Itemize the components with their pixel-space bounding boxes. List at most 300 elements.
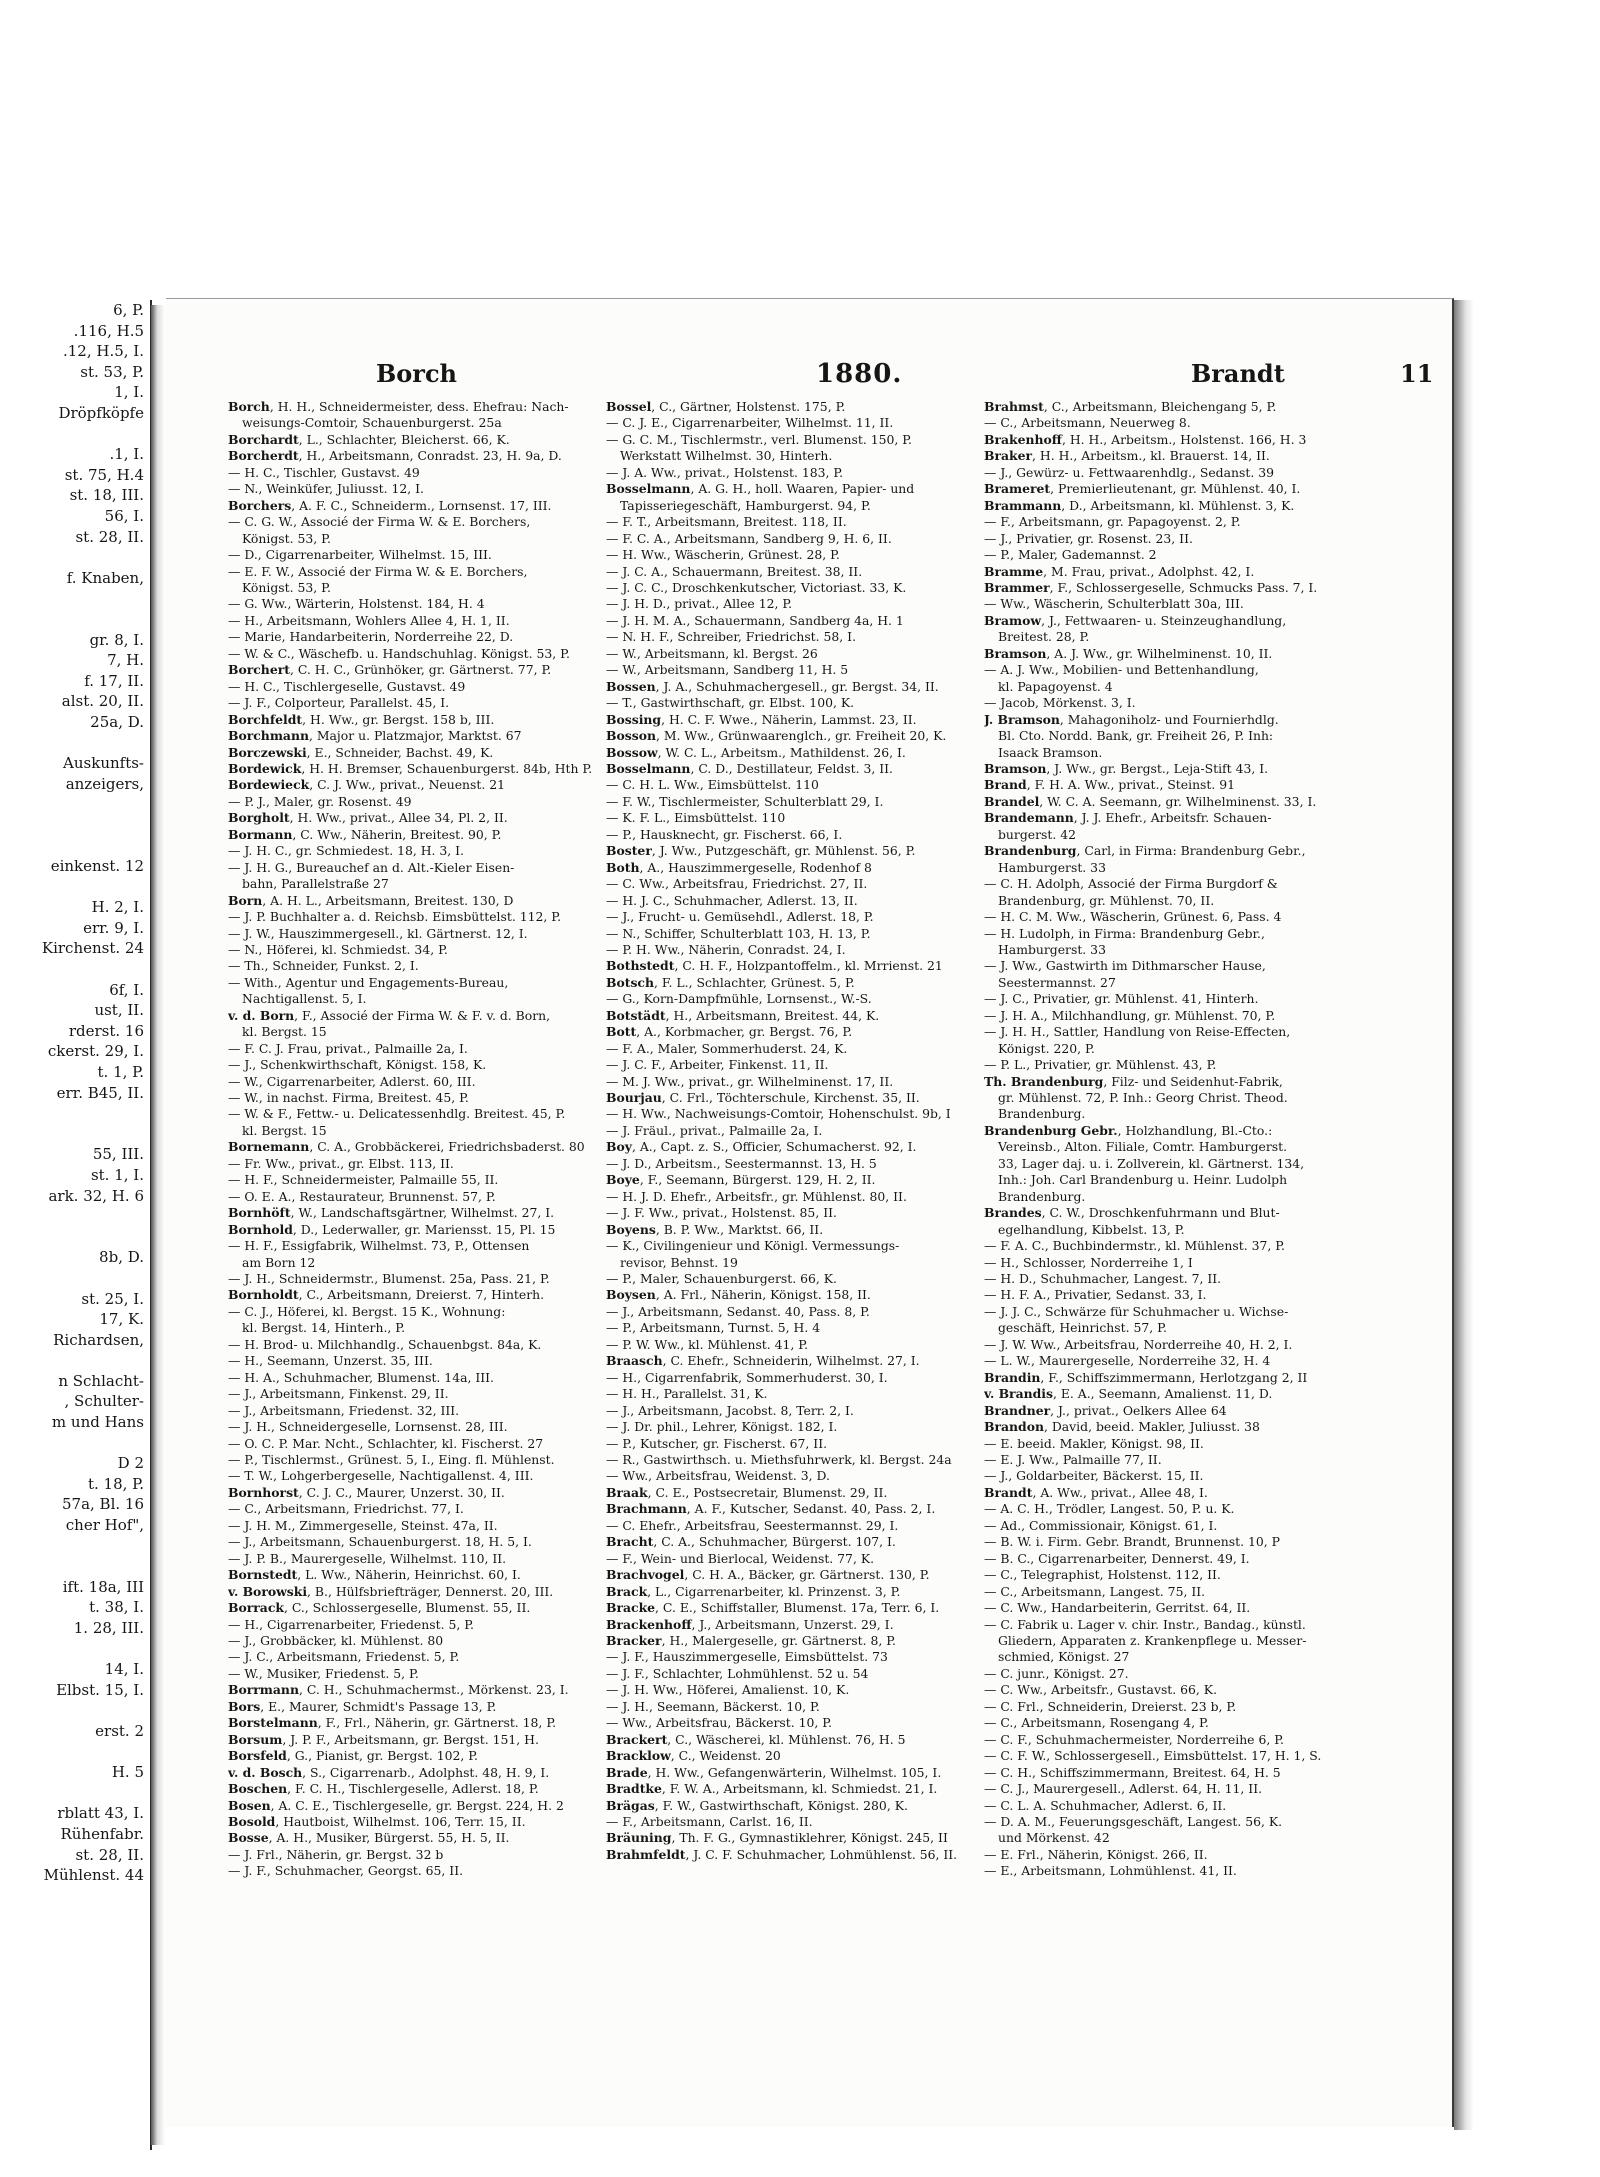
entry-details: , C., Arbeitsmann, Bleichengang 5, P. [1043, 399, 1277, 414]
directory-entry [984, 695, 1380, 711]
entry-surname [984, 1732, 1000, 1747]
entry-continuation: Tapisseriegeschäft, Hamburgerst. 94, P. [620, 497, 871, 513]
directory-entry [228, 1551, 622, 1567]
directory-entry [228, 448, 622, 464]
entry-details: J. Ww., Gastwirth im Dithmarscher Hause, [1000, 958, 1266, 974]
left-page-fragment: erst. 2 [95, 1721, 144, 1740]
entry-details: B. C., Cigarrenarbeiter, Dennerst. 49, I. [1000, 1550, 1250, 1566]
entry-surname [606, 629, 622, 644]
left-page-fragment: f. Knaben, [66, 568, 144, 587]
directory-entry [606, 1501, 1000, 1517]
directory-entry [606, 1386, 1000, 1402]
entry-details: , W., Landschaftsgärtner, Wilhelmst. 27, I. [290, 1205, 555, 1221]
entry-details: , C. D., Destillateur, Feldst. 3, II. [690, 760, 893, 776]
entry-surname [606, 1304, 622, 1319]
directory-entry [606, 1699, 1000, 1715]
directory-entry [984, 777, 1380, 793]
left-page-fragment: rderst. 16 [68, 1021, 144, 1040]
left-page-fragment: ift. 18a, III [62, 1577, 144, 1596]
entry-surname [228, 1436, 244, 1451]
directory-entry [228, 712, 622, 728]
left-page-fragment [0, 609, 150, 630]
entry-details: J., Arbeitsmann, Friedenst. 32, III. [244, 1402, 460, 1418]
entry-details: , J. Ww., Putzgeschäft, gr. Mühlenst. 56, P. [651, 843, 916, 859]
entry-details: , C. H. F., Holzpantoffelm., kl. Mrrienst. 21 [674, 958, 943, 974]
directory-entry [606, 1682, 1000, 1698]
directory-entry [606, 613, 1000, 629]
entry-details: H., Arbeitsmann, Wohlers Allee 4, H. 1, II. [244, 612, 510, 628]
entry-surname: Bourjau [606, 1090, 662, 1106]
entry-surname: Brackert [606, 1731, 668, 1747]
entry-surname: J. Bramson [984, 711, 1060, 727]
directory-entry [984, 1452, 1380, 1468]
entry-details: W., Arbeitsmann, kl. Bergst. 26 [622, 645, 818, 661]
directory-entry [228, 695, 622, 711]
entry-surname: Bosselmann [606, 481, 691, 497]
directory-entry [984, 909, 1380, 925]
entry-surname: Bracke [606, 1600, 656, 1616]
entry-details: J., Privatier, gr. Rosenst. 23, II. [1000, 530, 1193, 546]
entry-details: J. H., Schneidergeselle, Lornsenst. 28, III. [244, 1419, 508, 1435]
entry-surname: Brand [984, 777, 1027, 793]
entry-details: C. F., Schuhmachermeister, Norderreihe 6, P. [1000, 1731, 1284, 1747]
entry-surname: Boschen [228, 1781, 288, 1797]
entry-details: D. A. M., Feuerungsgeschäft, Langest. 56, K. [1000, 1813, 1283, 1829]
entry-surname: Bossen [606, 678, 656, 694]
directory-entry [606, 547, 1000, 563]
entry-details: , A. J. Ww., gr. Wilhelminenst. 10, II. [1046, 645, 1273, 661]
entry-details: , J., Arbeitsmann, Unzerst. 29, I. [691, 1616, 894, 1632]
entry-details: , David, beeid. Makler, Juliusst. 38 [1043, 1419, 1260, 1435]
directory-entry [228, 1287, 622, 1303]
entry-surname: Bornhorst [228, 1484, 299, 1500]
entry-surname [984, 514, 1000, 529]
entry-surname [984, 1287, 1000, 1302]
directory-entry [228, 629, 622, 645]
entry-details: E. F. W., Associé der Firma W. & E. Borchers, [244, 563, 528, 579]
directory-entry [984, 1798, 1380, 1814]
left-page-fragment [0, 1700, 150, 1721]
entry-surname [606, 1403, 622, 1418]
entry-continuation: Brandenburg. [998, 1106, 1086, 1122]
entry-details: , A. F., Kutscher, Sedanst. 40, Pass. 2, I. [686, 1501, 936, 1517]
entry-surname [606, 1123, 622, 1138]
entry-surname [606, 531, 622, 546]
entry-continuation: geschäft, Heinrichst. 57, P. [998, 1320, 1167, 1336]
entry-details: H., Cigarrenarbeiter, Friedenst. 5, P. [244, 1616, 474, 1632]
entry-details: , M. Ww., Grünwaarenglch., gr. Freiheit 20, K. [655, 728, 947, 744]
entry-surname [984, 596, 1000, 611]
directory-entry [228, 1304, 622, 1320]
entry-surname: Born [228, 892, 263, 908]
entry-surname: Brandemann [984, 810, 1074, 826]
left-page-fragment [0, 1206, 150, 1227]
directory-entry [984, 1123, 1380, 1139]
entry-surname [984, 1436, 1000, 1451]
entry-details: J. C. C., Droschkenkutscher, Victoriast. 33, K. [622, 579, 907, 595]
entry-surname [606, 1551, 622, 1566]
entry-details: J. F. Ww., privat., Holstenst. 85, II. [622, 1205, 837, 1221]
entry-surname [606, 1074, 622, 1089]
entry-details: , J. Ww., gr. Bergst., Leja-Stift 43, I. [1046, 760, 1269, 776]
left-page-fragment [0, 732, 150, 753]
entry-details: , A. Frl., Näherin, Königst. 158, II. [655, 1287, 871, 1303]
entry-details: J. H. G., Bureauchef an d. Alt.-Kieler Eisen- [244, 859, 515, 875]
entry-details: , S., Cigarrenarb., Adolphst. 48, H. 9, I. [302, 1764, 550, 1780]
entry-details: Fr. Ww., privat., gr. Elbst. 113, II. [244, 1155, 454, 1171]
page-header [226, 359, 1488, 389]
entry-details: F., Arbeitsmann, Carlst. 16, II. [622, 1813, 813, 1829]
left-page-fragment: st. 53, P. [80, 362, 144, 381]
entry-surname [984, 1551, 1000, 1566]
entry-surname [984, 1304, 1000, 1319]
entry-surname: Bornholdt [228, 1287, 299, 1303]
entry-surname [984, 1353, 1000, 1368]
entry-details: G., Korn-Dampfmühle, Lornsenst., W.-S. [622, 991, 872, 1007]
entry-surname [606, 1468, 622, 1483]
directory-entry [606, 629, 1000, 645]
entry-details: H. A., Schuhmacher, Blumenst. 14a, III. [244, 1369, 494, 1385]
entry-details: , A. H. L., Arbeitsmann, Breitest. 130, D [262, 892, 514, 908]
entry-surname: Bornstedt [228, 1567, 298, 1583]
entry-surname: Borsfeld [228, 1748, 287, 1764]
directory-entry [606, 1106, 1000, 1122]
directory-entry [984, 843, 1380, 859]
entry-details: O. C. P. Mar. Ncht., Schlachter, kl. Fischerst. 27 [244, 1435, 544, 1451]
left-page-fragment [0, 1124, 150, 1145]
page-edge-shadow [1454, 300, 1474, 2130]
entry-details: , A. Ww., privat., Allee 48, I. [1032, 1484, 1208, 1500]
directory-entry [606, 942, 1000, 958]
entry-details: , Carl, in Firma: Brandenburg Gebr., [1076, 843, 1306, 859]
entry-details: P. J., Maler, gr. Rosenst. 49 [244, 793, 412, 809]
entry-surname [984, 1814, 1000, 1829]
entry-details: , W. C. L., Arbeitsm., Mathildenst. 26, I. [657, 744, 906, 760]
entry-surname [984, 1337, 1000, 1352]
entry-continuation: Brandenburg. [998, 1188, 1086, 1204]
entry-surname [606, 1814, 622, 1829]
directory-entry [228, 761, 622, 777]
entry-surname [228, 1238, 244, 1253]
entry-surname [606, 1370, 622, 1385]
left-page-fragment: t. 38, I. [89, 1598, 144, 1617]
left-page-fragment: 17, K. [99, 1310, 144, 1329]
entry-details: With., Agentur und Engagements-Bureau, [244, 974, 509, 990]
left-page-fragment: st. 25, I. [81, 1289, 144, 1308]
directory-entry [606, 794, 1000, 810]
entry-details: J. Fräul., privat., Palmaille 2a, I. [622, 1122, 823, 1138]
directory-entry [984, 1617, 1380, 1633]
left-page-fragment: Auskunfts- [63, 754, 144, 773]
directory-entry [606, 695, 1000, 711]
entry-surname [984, 876, 1000, 891]
entry-details: H. H., Parallelst. 31, K. [622, 1386, 768, 1402]
entry-details: E. J. Ww., Palmaille 77, II. [1000, 1452, 1162, 1467]
directory-entry [606, 1238, 1000, 1254]
entry-surname [606, 646, 622, 661]
entry-surname [228, 794, 244, 809]
entry-continuation: Bl. Cto. Nordd. Bank, gr. Freiheit 26, P. Inh: [998, 728, 1274, 744]
directory-entry [606, 1633, 1000, 1649]
entry-surname [228, 1847, 244, 1862]
entry-surname [606, 926, 622, 941]
entry-surname: Th. Brandenburg [984, 1073, 1104, 1089]
left-page-fragment [0, 1433, 150, 1454]
entry-surname [228, 1106, 244, 1121]
directory-entry [606, 1337, 1000, 1353]
directory-entry [228, 1106, 622, 1122]
entry-surname [606, 909, 622, 924]
entry-details: W. & C., Wäschefb. u. Handschuhlag. Königst. 53, P. [244, 645, 570, 661]
entry-surname [606, 1649, 622, 1664]
directory-entry [984, 1287, 1380, 1303]
entry-continuation: Inh.: Joh. Carl Brandenburg u. Heinr. Ludolph [998, 1172, 1288, 1188]
entry-details: J. P. Buchhalter a. d. Reichsb. Eimsbüttelst. 112, P. [244, 909, 562, 925]
directory-entry [228, 1452, 622, 1468]
entry-details: J., Frucht- u. Gemüsehdl., Adlerst. 18, P. [622, 909, 874, 925]
entry-details: , M. Frau, privat., Adolphst. 42, I. [1043, 563, 1255, 579]
entry-surname: Bosson [606, 728, 656, 744]
directory-entry [984, 1567, 1380, 1583]
entry-details: J. Frl., Näherin, gr. Bergst. 32 b [244, 1846, 444, 1862]
entry-surname [984, 1567, 1000, 1582]
directory-entry [228, 1436, 622, 1452]
entry-details: , A. C. E., Tischlergeselle, gr. Bergst. 224, H. 2 [270, 1797, 564, 1813]
directory-entry [606, 1090, 1000, 1106]
entry-surname [228, 1649, 244, 1664]
entry-details: C. G. W., Associé der Firma W. & E. Borchers, [244, 514, 531, 530]
directory-entry [984, 1518, 1380, 1534]
directory-entry [984, 1436, 1380, 1452]
entry-details: H. C., Tischler, Gustavst. 49 [244, 464, 420, 480]
column-1 [228, 399, 622, 2119]
entry-surname: Bordewieck [228, 777, 310, 793]
entry-surname [984, 1666, 1000, 1681]
entry-details: , H. Ww., gr. Bergst. 158 b, III. [302, 711, 495, 727]
entry-surname: Braasch [606, 1353, 663, 1369]
entry-details: C. H., Schiffszimmermann, Breitest. 64, H. 5 [1000, 1764, 1281, 1780]
directory-entry [606, 975, 1000, 991]
entry-details: E. beeid. Makler, Königst. 98, II. [1000, 1435, 1204, 1451]
entry-details: F. A. C., Buchbindermstr., kl. Mühlenst. 37, P. [1000, 1238, 1285, 1254]
directory-entry [228, 679, 622, 695]
entry-details: , B., Hülfsbriefträger, Dennerst. 20, III. [307, 1583, 554, 1599]
entry-details: P., Arbeitsmann, Turnst. 5, H. 4 [622, 1320, 821, 1336]
entry-details: T., Gastwirthschaft, gr. Elbst. 100, K. [622, 695, 855, 711]
entry-surname [984, 1781, 1000, 1796]
entry-details: F. C. J. Frau, privat., Palmaille 2a, I. [244, 1040, 468, 1056]
entry-details: , C. J. Ww., privat., Neuenst. 21 [309, 777, 506, 793]
entry-continuation: Hamburgerst. 33 [998, 859, 1106, 875]
entry-surname: Borchers [228, 497, 292, 513]
entry-surname [228, 1370, 244, 1385]
entry-surname [228, 629, 244, 644]
entry-details: J. H., Schneidermstr., Blumenst. 25a, Pass. 21, P. [244, 1271, 550, 1287]
entry-surname [984, 1468, 1000, 1483]
entry-details: N., Schiffer, Schulterblatt 103, H. 13, P. [622, 925, 871, 941]
entry-details: F. C. A., Arbeitsmann, Sandberg 9, H. 6, II. [622, 530, 892, 546]
entry-surname: Brachvogel [606, 1567, 685, 1583]
directory-entry [228, 1172, 622, 1188]
directory-entry [984, 1386, 1380, 1402]
entry-surname [984, 1024, 1000, 1039]
entry-details: , A., Capt. z. S., Officier, Schumacherst. 92, I. [631, 1139, 917, 1155]
directory-entry [606, 1008, 1000, 1024]
entry-surname: Bornemann [228, 1139, 310, 1155]
directory-entry [228, 745, 622, 761]
directory-entry [228, 498, 622, 514]
entry-surname: Brakenhoff [984, 431, 1062, 447]
entry-surname [606, 942, 622, 957]
entry-surname [228, 1156, 244, 1171]
entry-details: J. A. Ww., privat., Holstenst. 183, P. [622, 464, 844, 480]
entry-surname [606, 893, 622, 908]
directory-entry [228, 1074, 622, 1090]
directory-entry [606, 1830, 1000, 1846]
entry-details: J. C. A., Schauermann, Breitest. 38, II. [622, 563, 863, 579]
directory-entry [606, 827, 1000, 843]
entry-surname: Bramow [984, 612, 1042, 628]
directory-entry [984, 531, 1380, 547]
directory-entry [228, 1567, 622, 1583]
entry-details: C., Telegraphist, Holstenst. 112, II. [1000, 1567, 1221, 1583]
entry-surname [606, 876, 622, 891]
directory-entry [228, 1205, 622, 1221]
left-page-fragment: H. 2, I. [91, 898, 144, 917]
directory-entry [984, 958, 1380, 974]
entry-details: N. H. F., Schreiber, Friedrichst. 58, I. [622, 629, 857, 645]
entry-details: , H. H., Arbeitsm., kl. Brauerst. 14, II. [1032, 448, 1270, 464]
directory-entry [606, 1600, 1000, 1616]
entry-surname [228, 1090, 244, 1105]
entry-surname: Brade [606, 1764, 648, 1780]
entry-details: H. Ww., Wäscherin, Grünest. 28, P. [622, 547, 840, 563]
directory-entry [606, 465, 1000, 481]
entry-details: F. A., Maler, Sommerhuderst. 24, K. [622, 1040, 848, 1056]
entry-details: , C. W., Droschkenfuhrmann und Blut- [1041, 1205, 1280, 1221]
left-page-fragment: ust, II. [94, 1001, 144, 1020]
directory-entry [606, 399, 1000, 415]
entry-surname [606, 1156, 622, 1171]
entry-details: , F., Associé der Firma W. & F. v. d. Born, [294, 1007, 551, 1023]
entry-details: , H. H., Schneidermeister, dess. Ehefrau: Nach- [269, 399, 569, 414]
entry-details: C. Ww., Arbeitsfr., Gustavst. 66, K. [1000, 1682, 1218, 1698]
entry-details: C. Ehefr., Arbeitsfrau, Seestermannst. 29, I. [622, 1517, 899, 1533]
left-page-fragment: f. 17, II. [84, 671, 144, 690]
left-page-fragment: t. 18, P. [87, 1474, 144, 1493]
entry-surname: Braker [984, 448, 1033, 464]
left-page-fragment: Elbst. 15, I. [56, 1680, 144, 1699]
entry-details: , H. H. Bremser, Schauenburgerst. 84b, Hth P. [301, 760, 593, 776]
directory-entry [606, 1304, 1000, 1320]
entry-details: Marie, Handarbeiterin, Norderreihe 22, D. [244, 629, 514, 645]
entry-details: F., Arbeitsmann, gr. Papagoyenst. 2, P. [1000, 514, 1241, 530]
entry-surname [606, 564, 622, 579]
directory-entry [606, 991, 1000, 1007]
directory-entry [984, 1748, 1380, 1764]
directory-entry [984, 1353, 1380, 1369]
header-last-entry: Brandt [1191, 359, 1285, 388]
entry-details: , E., Schneider, Bachst. 49, K. [306, 744, 494, 760]
left-page-fragment: n Schlacht- [58, 1371, 144, 1390]
left-page-fragment: st. 28, II. [75, 1845, 144, 1864]
entry-details: , H., Arbeitsmann, Breitest. 44, K. [665, 1007, 880, 1023]
entry-details: , C. Ehefr., Schneiderin, Wilhelmst. 27, I. [662, 1353, 920, 1369]
entry-details: P., Kutscher, gr. Fischerst. 67, II. [622, 1435, 828, 1451]
left-page-fragment [0, 424, 150, 445]
entry-surname: Bott [606, 1024, 637, 1040]
directory-entry [606, 1123, 1000, 1139]
entry-surname [984, 531, 1000, 546]
entry-surname [228, 926, 244, 941]
entry-surname [228, 1518, 244, 1533]
entry-surname: Brandon [984, 1419, 1044, 1435]
directory-entry [606, 1468, 1000, 1484]
left-page-fragment: Rühenfabr. [60, 1824, 144, 1843]
directory-entry [606, 1748, 1000, 1764]
entry-surname: Brahmst [984, 399, 1044, 414]
entry-surname [606, 580, 622, 595]
entry-surname [228, 1534, 244, 1549]
left-page-fragment: Richardsen, [53, 1330, 144, 1349]
directory-entry [606, 646, 1000, 662]
entry-surname [984, 1008, 1000, 1023]
directory-page [166, 298, 1454, 2127]
entry-surname [984, 1699, 1000, 1714]
entry-continuation: Werkstatt Wilhelmst. 30, Hinterh. [620, 448, 833, 464]
directory-entry [228, 810, 622, 826]
entry-details: J. H. H., Sattler, Handlung von Reise-Effecten, [1000, 1024, 1291, 1040]
directory-entry [228, 613, 622, 629]
directory-entry [984, 1551, 1380, 1567]
entry-surname [606, 1518, 622, 1533]
directory-entry [984, 481, 1380, 497]
entry-details: C. J., Höferei, kl. Bergst. 15 K., Wohnung: [244, 1303, 506, 1319]
entry-surname: Brachmann [606, 1501, 687, 1517]
entry-surname [606, 662, 622, 677]
directory-entry [228, 596, 622, 612]
entry-details: H. F., Essigfabrik, Wilhelmst. 73, P., Ottensen [244, 1238, 530, 1254]
entry-continuation: 33, Lager daj. u. i. Zollverein, kl. Gärtnerst. 134, [998, 1155, 1305, 1171]
entry-details: J. H. M. A., Schauermann, Sandberg 4a, H. 1 [622, 612, 904, 628]
left-page-fragment [0, 1783, 150, 1804]
entry-surname: Both [606, 859, 640, 875]
entry-details: , F. L., Schlachter, Grünest. 5, P. [654, 974, 855, 990]
directory-entry [984, 1715, 1380, 1731]
entry-surname: Brandin [984, 1369, 1041, 1385]
entry-surname [984, 415, 1000, 430]
entry-details: J. W., Hauszimmergesell., kl. Gärtnerst. 12, I. [244, 925, 528, 941]
directory-entry [606, 728, 1000, 744]
entry-details: , C. J. C., Maurer, Unzerst. 30, II. [298, 1484, 505, 1500]
entry-details: , H. C. F. Wwe., Näherin, Lammst. 23, II. [661, 711, 917, 727]
entry-surname: Brandenburg Gebr. [984, 1122, 1118, 1138]
entry-continuation: Nachtigallenst. 5, I. [242, 991, 367, 1007]
entry-details: , Major u. Platzmajor, Marktst. 67 [308, 728, 522, 744]
directory-entry [228, 1682, 622, 1698]
entry-details: J. P. B., Maurergeselle, Wilhelmst. 110, II. [244, 1550, 507, 1566]
entry-surname [228, 514, 244, 529]
entry-details: Ww., Wäscherin, Schulterblatt 30a, III. [1000, 596, 1244, 612]
entry-surname [984, 1452, 1000, 1467]
left-page-fragment: gr. 8, I. [89, 630, 144, 649]
entry-surname [984, 1584, 1000, 1599]
directory-entry [984, 564, 1380, 580]
directory-entry [984, 1781, 1380, 1797]
entry-details: W. & F., Fettw.- u. Delicatessenhdlg. Breitest. 45, P. [244, 1106, 566, 1122]
entry-continuation: Gliedern, Apparaten z. Krankenpflege u. Messer- [998, 1632, 1307, 1648]
entry-details: , F., Schiffszimmermann, Herlotzgang 2, II [1040, 1369, 1308, 1385]
